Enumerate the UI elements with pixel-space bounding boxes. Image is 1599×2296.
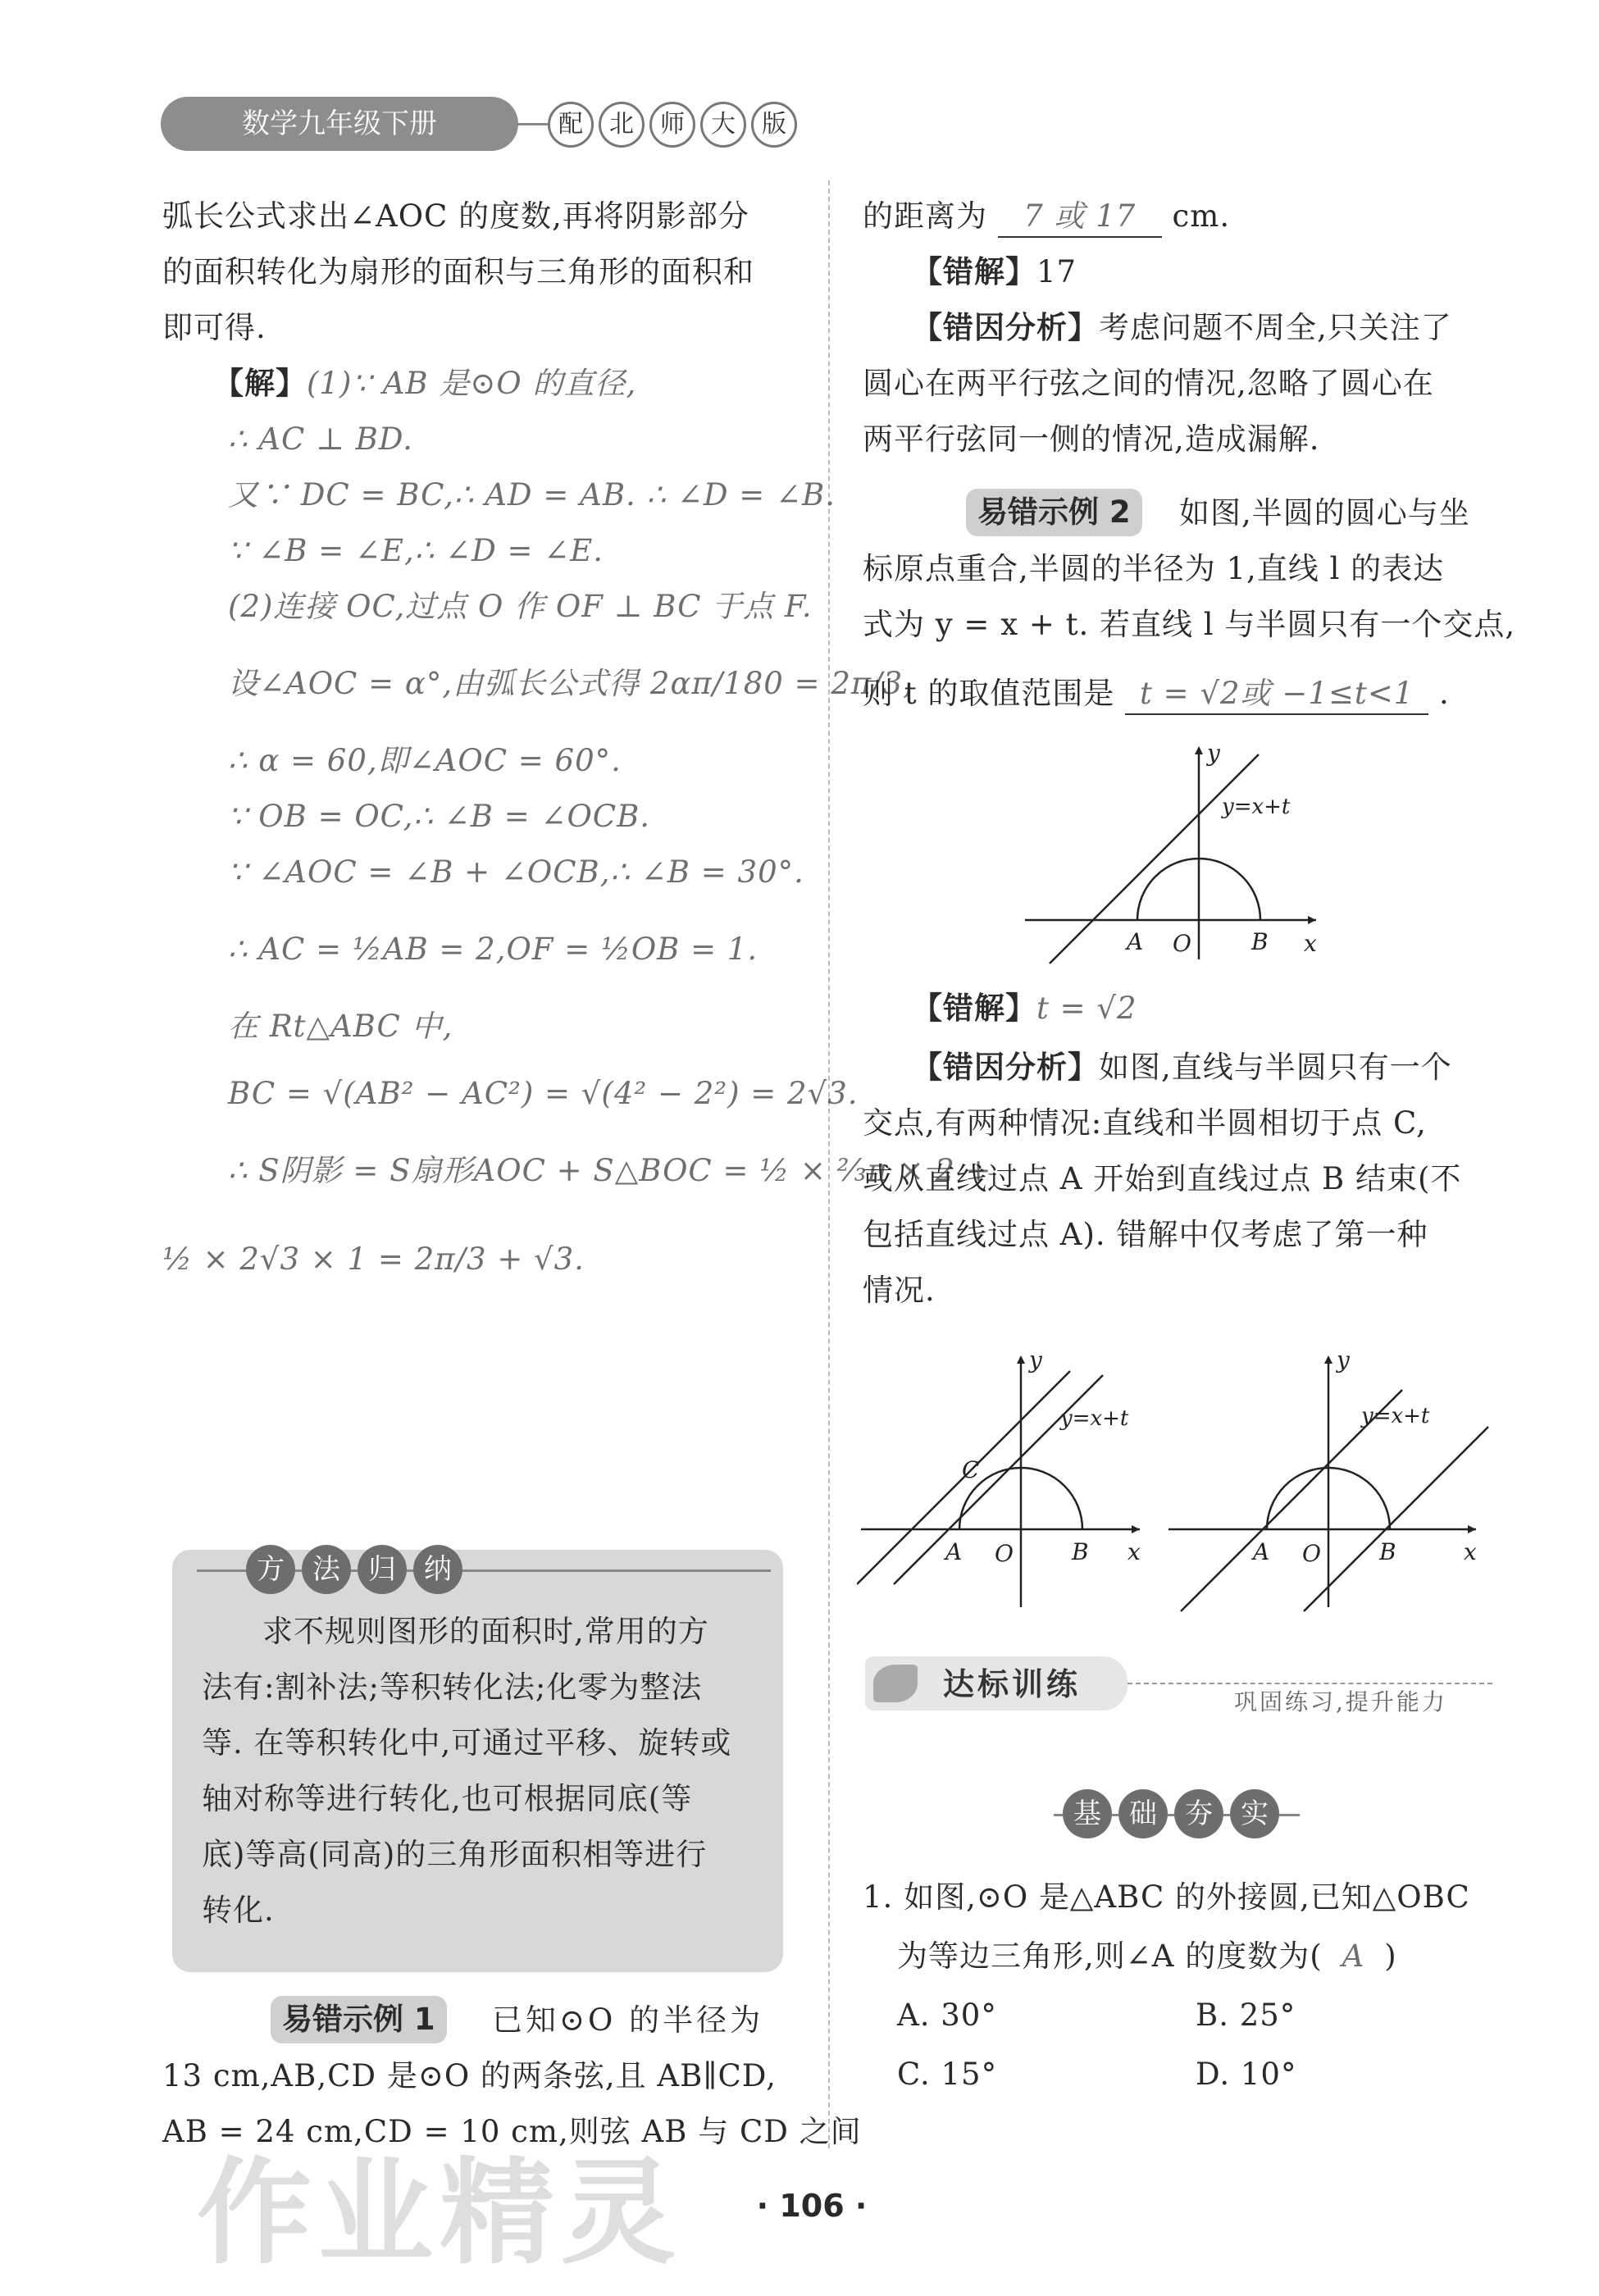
q1-stem-suffix: ) — [1384, 1938, 1397, 1974]
ex2-wrong-line — [912, 989, 1137, 1028]
training-subtitle: 巩固练习,提升能力 — [1234, 1688, 1447, 1715]
ex2-cause-label: 【错因分析】 — [912, 1050, 1099, 1085]
graph-tangent-case — [857, 1345, 1152, 1615]
example2-answer: t = √2或 −1≤t<1 — [1125, 674, 1428, 715]
point-label-o: O — [995, 1540, 1014, 1567]
solution-line: (2)连接 OC,过点 O 作 OF ⊥ BC 于点 F. — [228, 589, 813, 624]
ex2-cause-line: 情况. — [863, 1273, 936, 1308]
example1-line: 13 cm,AB,CD 是⊙O 的两条弦,且 AB∥CD, — [162, 2058, 777, 2093]
point-label-b: B — [1251, 928, 1269, 955]
point-label-a: A — [1253, 1538, 1270, 1565]
example2-first-line: 如图,半圆的圆心与坐 — [1179, 495, 1470, 531]
ex1-tail-suffix: cm. — [1172, 198, 1231, 234]
point-label-b: B — [1072, 1538, 1089, 1565]
header-connector — [517, 123, 549, 125]
equation-label: y=x+t — [1222, 795, 1291, 819]
method-line: 底)等高(同高)的三角形面积相等进行 — [202, 1837, 708, 1872]
method-line: 求不规则图形的面积时,常用的方 — [262, 1614, 709, 1649]
ex2-cause-line: 包括直线过点 A). 错解中仅考虑了第一种 — [863, 1217, 1428, 1252]
edition-char: 大 — [700, 102, 746, 148]
solution-line: 在 Rt△ABC 中, — [228, 1009, 453, 1044]
ex2-wrong-label: 【错解】 — [912, 991, 1036, 1026]
solution-label: 【解】 — [213, 366, 307, 401]
q1-stem-prefix: 为等边三角形,则∠A 的度数为( — [897, 1938, 1323, 1974]
ex1-cause-line — [912, 308, 1452, 348]
section-char: 础 — [1118, 1789, 1168, 1838]
solution-line: ∵ ∠B = ∠E,∴ ∠D = ∠E. — [228, 533, 604, 568]
solution-line: 设∠AOC = α°,由弧长公式得 2απ/180 = 2π/3, — [228, 666, 913, 701]
ex1-tail-line — [863, 197, 1230, 238]
ex1-cause-label: 【错因分析】 — [912, 310, 1099, 345]
solution-line: ½ × 2√3 × 1 = 2π/3 + √3. — [162, 1241, 585, 1277]
ex2-wrong-value: t = √2 — [1036, 991, 1137, 1026]
solution-line: ∴ AC = ½AB = 2,OF = ½OB = 1. — [228, 932, 758, 967]
section-char: 实 — [1230, 1789, 1279, 1838]
graph-secant-case — [1164, 1345, 1492, 1615]
line-l — [1050, 754, 1259, 963]
example2-tag: 易错示例 2 — [966, 489, 1142, 536]
edition-char: 北 — [599, 102, 645, 148]
q1-option: B. 25° — [1196, 1998, 1296, 2033]
example1-line: AB = 24 cm,CD = 10 cm,则弦 AB 与 CD 之间 — [162, 2114, 862, 2149]
axis-label-y: y — [1207, 740, 1220, 767]
training-title: 达标训练 — [943, 1666, 1082, 1702]
point-label-a: A — [945, 1538, 963, 1565]
axis-label-x: x — [1304, 930, 1317, 957]
ex1-answer: 7 或 17 — [998, 197, 1162, 238]
book-title: 数学九年级下册 — [161, 97, 518, 151]
example2-last-prefix: 则 t 的取值范围是 — [863, 676, 1115, 711]
solution-first-line — [213, 364, 636, 403]
solution-line: ∴ α = 60,即∠AOC = 60°. — [228, 743, 622, 778]
solution-text: (1)∵ AB 是⊙O 的直径, — [307, 366, 637, 401]
point-label-o: O — [1173, 930, 1191, 957]
ex1-wrong-value: 17 — [1036, 254, 1077, 289]
axis-label-x: x — [1128, 1538, 1141, 1565]
intro-line: 的面积转化为扇形的面积与三角形的面积和 — [162, 254, 754, 289]
section-char: 夯 — [1174, 1789, 1223, 1838]
equation-label: y=x+t — [1361, 1404, 1430, 1428]
training-flag-icon — [873, 1665, 918, 1702]
page-number: · 106 · — [756, 2188, 868, 2224]
edition-char: 版 — [751, 102, 797, 148]
example2-line: 式为 y = x + t. 若直线 l 与半圆只有一个交点, — [863, 607, 1516, 642]
q1-option: C. 15° — [897, 2057, 998, 2092]
edition-char: 配 — [548, 102, 594, 148]
graph-example2 — [1025, 738, 1328, 968]
example1-tag: 易错示例 1 — [271, 1996, 447, 2043]
example2-last-suffix: . — [1438, 676, 1450, 711]
axis-label-y: y — [1337, 1346, 1350, 1374]
method-title-char: 归 — [358, 1545, 407, 1594]
solution-line: ∴ S阴影 = S扇形AOC + S△BOC = ½ × ⅔π × 2 + — [228, 1153, 992, 1188]
ex1-cause-line: 圆心在两平行弦之间的情况,忽略了圆心在 — [863, 366, 1434, 401]
solution-line: ∵ ∠AOC = ∠B + ∠OCB,∴ ∠B = 30°. — [228, 854, 804, 890]
solution-line: 又∵ DC = BC,∴ AD = AB. ∴ ∠D = ∠B. — [228, 477, 836, 512]
ex2-cause-line: 或从直线过点 A 开始到直线过点 B 结束(不 — [863, 1161, 1462, 1196]
edition-char: 师 — [649, 102, 695, 148]
intro-line: 即可得. — [162, 310, 266, 345]
ex1-wrong-line — [912, 253, 1077, 292]
q1-option: A. 30° — [897, 1998, 997, 2033]
q1-answer: A — [1342, 1938, 1365, 1974]
ex1-tail-prefix: 的距离为 — [863, 198, 987, 234]
example2-last-line — [863, 674, 1450, 715]
equation-label: y=x+t — [1060, 1406, 1129, 1431]
ex1-cause-text: 考虑问题不周全,只关注了 — [1099, 310, 1452, 345]
axis-label-y: y — [1029, 1346, 1042, 1374]
point-label-o: O — [1302, 1540, 1321, 1567]
solution-line: ∵ OB = OC,∴ ∠B = ∠OCB. — [228, 799, 651, 834]
point-label-b: B — [1379, 1538, 1396, 1565]
point-label-a: A — [1127, 928, 1144, 955]
ex2-cause-line — [912, 1048, 1452, 1087]
section-char: 基 — [1063, 1789, 1112, 1838]
method-line: 法有:割补法;等积转化法;化零为整法 — [202, 1670, 703, 1705]
method-line: 等. 在等积转化中,可通过平移、旋转或 — [202, 1725, 732, 1761]
ex2-cause-line: 交点,有两种情况:直线和半圆相切于点 C, — [863, 1105, 1427, 1141]
point-label-c: C — [962, 1456, 980, 1483]
q1-stem-line: 1. 如图,⊙O 是△ABC 的外接圆,已知△OBC — [863, 1879, 1470, 1915]
q1-stem-line — [897, 1937, 1397, 1976]
method-title-char: 纳 — [413, 1545, 462, 1594]
training-rule — [1128, 1683, 1492, 1684]
method-line: 轴对称等进行转化,也可根据同底(等 — [202, 1781, 693, 1816]
solution-line: BC = √(AB² − AC²) = √(4² − 2²) = 2√3. — [228, 1076, 859, 1111]
intro-line: 弧长公式求出∠AOC 的度数,再将阴影部分 — [162, 198, 749, 234]
watermark-logo: 作业精灵 — [197, 2147, 683, 2280]
method-title-char: 法 — [302, 1545, 351, 1594]
ex2-cause-text: 如图,直线与半圆只有一个 — [1099, 1050, 1452, 1085]
axis-label-x: x — [1464, 1538, 1477, 1565]
ex1-wrong-label: 【错解】 — [912, 254, 1036, 289]
example2-line: 标原点重合,半圆的半径为 1,直线 l 的表达 — [863, 551, 1445, 586]
method-line: 转化. — [202, 1893, 275, 1928]
solution-line: ∴ AC ⊥ BD. — [228, 421, 413, 457]
ex1-cause-line: 两平行弦同一侧的情况,造成漏解. — [863, 421, 1320, 457]
q1-option: D. 10° — [1196, 2057, 1297, 2092]
method-title-char: 方 — [246, 1545, 295, 1594]
example1-first-line: 已知⊙O 的半径为 — [492, 2002, 764, 2038]
